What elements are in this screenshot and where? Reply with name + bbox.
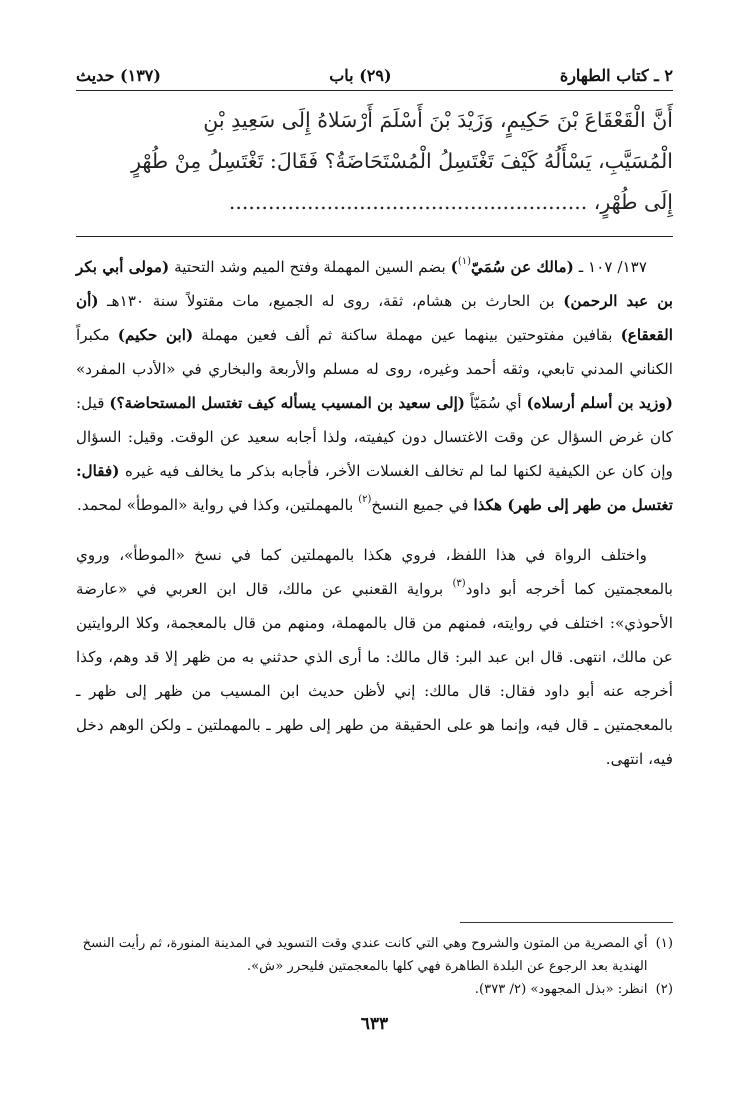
hadith-line: إِلَى طُهْرٍ، .......................................................	[228, 190, 673, 214]
footnote	[76, 932, 673, 978]
hadith-text	[76, 100, 673, 223]
quoted-text: (إلى سعيد بن المسيب يسأله كيف تغتسل المستحاضة؟)	[109, 394, 465, 412]
commentary-paragraph	[76, 538, 673, 776]
hadith-number: (١٣٧) حديث	[76, 65, 161, 85]
commentary-text: مكبراً الكناني المدني تابعي، وثقه أحمد وغيره، روى له مسلم والأربعة والبخاري في «الأدب المفرد»	[76, 326, 673, 378]
commentary-text: بن الحارث بن هشام، ثقة، روى له الجميع، مات مقتولاً سنة ١٣٠هـ	[98, 292, 564, 310]
footnote-marker: (٢)	[358, 494, 372, 505]
matn-divider	[76, 236, 673, 237]
running-header	[76, 64, 673, 86]
quoted-text: (فقال: تغتسل من طهر إلى طهر)	[76, 462, 673, 514]
header-rule	[76, 90, 673, 91]
footnote-number: (٢)	[655, 982, 673, 997]
commentary-text: أي سُمَيّاً	[464, 394, 527, 412]
footnotes	[76, 932, 673, 1001]
commentary-text: هكذا	[473, 496, 508, 514]
quoted-text: (مولى أبي بكر بن عبد الرحمن)	[76, 258, 674, 310]
quoted-text: (مالك عن سُمَيّ	[471, 258, 574, 276]
page-number: ٦٣٣	[360, 1014, 389, 1034]
chapter-label: (٢٩) باب	[329, 65, 392, 85]
quoted-text: (وزيد بن أسلم أرسلاه)	[526, 394, 673, 412]
footnote	[76, 978, 673, 1001]
commentary-text: برواية القعنبي عن مالك، قال ابن العربي في «عارضة الأحوذي»: اختلف في روايته، فمنهم من قال بالمهملة، ومنهم من قال بالمعجمة، وكلا الروايتين عن مالك، انتهى. قال ابن عبد البر: قال مالك: ما أرى الذي حدثني به من ظهر إلا قد وهم، وكذا أخرجه عنه أبو داود فقال: قال مالك: إني لأظن حديث ابن المسيب من ظهر إلى ظهر ـ بالمعجمتين ـ قال فيه، وإنما هو على الحقيقة من طهر إلى طهر ـ بالمهملتين ـ ولكن الوهم دخل فيه، انتهى.	[76, 580, 673, 768]
hadith-line: أَنَّ الْقَعْقَاعَ بْنَ حَكِيمٍ، وَزَيْدَ بْنَ أَسْلَمَ أَرْسَلاهُ إِلَى سَعِيدِ بْنِ	[203, 108, 673, 132]
commentary-text: واختلف الرواة في هذا اللفظ، فروي هكذا بالمهملتين كما في نسخ «الموطأ»، وروي بالمعجمتين كما أخرجه أبو داود	[76, 546, 673, 598]
footnote-number: (١)	[655, 936, 673, 951]
footnote-marker: (٣)	[452, 578, 466, 589]
hadith-reference: ١٣٧/ ١٠٧ ـ	[573, 258, 647, 276]
quoted-text: (أن القعقاع)	[76, 292, 673, 344]
book-title: ٢ ـ كتاب الطهارة	[559, 65, 673, 85]
hadith-line: الْمُسَيَّبِ، يَسْأَلُهُ كَيْفَ تَغْتَسِلُ الْمُسْتَحَاضَةُ؟ فَقَالَ: تَغْتَسِلُ مِنْ طُهْرٍ	[131, 149, 673, 173]
commentary-text: بقافين مفتوحتين بينهما عين مهملة ساكنة ثم ألف فعين مهملة	[193, 326, 621, 344]
commentary	[76, 250, 673, 776]
quoted-text: (ابن حكيم)	[117, 326, 194, 344]
footnote-rule	[460, 922, 673, 923]
footnote-marker: (١)	[457, 256, 472, 267]
commentary-paragraph	[76, 250, 673, 522]
commentary-text: بالمهملتين، وكذا في رواية «الموطأ» لمحمد.	[77, 496, 359, 514]
quoted-text: )	[450, 258, 458, 276]
footnote-text: أي المصرية من المتون والشروح وهي التي كانت عندي وقت التسويد في المدينة المنورة، ثم رأيت النسخ الهندية بعد الرجوع عن البلدة الطاهرة فهي كلها بالمعجمتين فليحرر «ش».	[82, 936, 648, 974]
commentary-text: قيل: كان غرض السؤال عن وقت الاغتسال دون كيفيته، ولذا أجابه سعيد عن الوقت. وقيل: السؤال وإن كان عن الكيفية لكنها لما لم تخالف الغسلات الأخر، فأجابه بذكر ما يخالف فيه غيره	[76, 394, 673, 480]
commentary-text: بضم السين المهملة وفتح الميم وشد التحتية	[169, 258, 451, 276]
commentary-text: في جميع النسخ	[371, 496, 474, 514]
footnote-text: انظر: «بذل المجهود» (٢/ ٣٧٣).	[474, 982, 648, 997]
